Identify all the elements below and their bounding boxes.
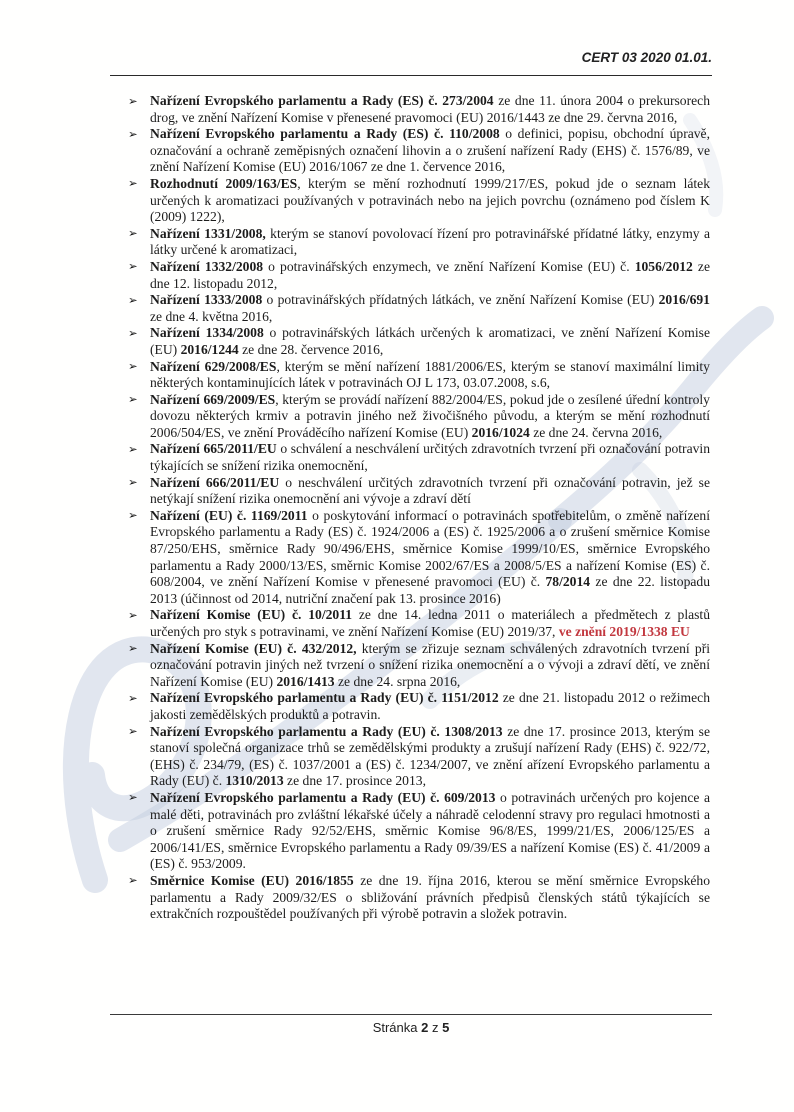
regulation-text: z	[428, 1020, 443, 1035]
arrow-bullet-icon: ➢	[128, 875, 138, 888]
regulation-number: 78/2014	[545, 574, 591, 590]
list-item	[128, 607, 710, 640]
regulation-number: Rozhodnutí 2009/163/ES	[150, 175, 298, 191]
regulation-text: o poskytování informací o potravinách spotřebitelům, o změně nařízení Evropského parlamentu a Rady (ES) č. 1924/2006 a (ES) č. 1925/2006 a o zrušení směrnice Komise 87/250/EHS, směrnice Rady 90/496/EHS, směrnice Komise 1999/10/ES, směrnice Evropského parlamentu a Rady 2000/13/ES, směrnic Komise 2002/67/ES a 2008/5/ES a nařízení Komise (ES) č. 608/2004, ve znění Nařízení Komise v přenesené pravomoci (EU) č.	[150, 507, 710, 590]
arrow-bullet-icon: ➢	[128, 692, 138, 705]
arrow-bullet-icon: ➢	[128, 477, 138, 490]
regulation-text: o potravinách určených pro kojence a malé děti, potravinách pro zvláštní lékařské účely a náhradě celodenní stravy pro regulaci hmotnosti a o zrušení směrnice Rady 92/52/EHS, směrnic Komise 96/8/ES, 1999/21/ES, 2006/125/ES a 2006/141/ES, směrnice Evropského parlamentu a Rady 09/39/ES a nařízení Komise (ES) č. 41/2009 a (ES) č. 953/2009.	[150, 789, 711, 872]
regulation-number: Nařízení Evropského parlamentu a Rady (EU) č. 1151/2012	[150, 690, 499, 706]
arrow-bullet-icon: ➢	[128, 361, 138, 373]
regulation-text: kterým se stanoví povolovací řízení pro potravinářské přídatné látky, enzymy a látky určené k aromatizaci,	[150, 225, 710, 258]
list-item	[128, 93, 710, 126]
document-code-header: CERT 03 2020 01.01.	[581, 50, 712, 65]
page-number-footer	[110, 1020, 712, 1035]
arrow-bullet-icon: ➢	[128, 178, 138, 191]
arrow-bullet-icon: ➢	[128, 327, 138, 340]
regulation-number: Nařízení Evropského parlamentu a Rady (EU) č. 1308/2013	[150, 723, 503, 739]
arrow-bullet-icon: ➢	[128, 95, 138, 108]
regulation-text: ze dne 28. července 2016,	[238, 341, 384, 357]
page-body	[128, 93, 710, 923]
regulation-text: o neschválení určitých zdravotních tvrzení při označování potravin, jež se netýkají snížení rizika onemocnění ani vývoje a zdraví dětí	[150, 474, 710, 507]
arrow-bullet-icon: ➢	[128, 128, 138, 141]
arrow-bullet-icon: ➢	[128, 443, 138, 456]
regulation-text: kterým se zřizuje seznam schválených zdravotních tvrzení při označování potravin jiných než tvrzení o snížení rizika onemocnění a o vývoji a zdraví dětí, ve znění Nařízení Komise (EU)	[150, 640, 710, 689]
regulation-text: o definici, popisu, obchodní úpravě, označování a ochraně zeměpisných označení lihovin a o zrušení nařízení Rady (EHS) č. 1576/89, ve znění Nařízení Komise (EU) 2016/1067 ze dne 1. července 2016,	[150, 126, 710, 175]
regulation-number: Nařízení Evropského parlamentu a Rady (ES) č. 110/2008	[150, 126, 500, 142]
regulation-text: ze dne 24. června 2016,	[529, 424, 663, 440]
regulation-number: Nařízení (EU) č. 1169/2011	[150, 507, 308, 523]
arrow-bullet-icon: ➢	[128, 394, 138, 407]
regulation-text: o potravinářských enzymech, ve znění Nařízení Komise (EU) č.	[263, 258, 635, 274]
list-item	[128, 475, 710, 508]
regulation-number: 2016/1413	[276, 673, 335, 689]
list-item	[128, 873, 710, 923]
regulation-text: ze dne 17. prosince 2013, kterým se stanoví společná organizace trhů se zemědělskými produkty a zrušují nařízení Rady (EHS) č. 922/72, (EHS) č. 234/79, (ES) č. 1037/2001 a (ES) č. 1234/2007, ve znění ařízení Evropského parlamentu a Rady (EU) č.	[150, 723, 710, 789]
arrow-bullet-icon: ➢	[128, 609, 138, 622]
regulation-text: ze dne 19. října 2016, kterou se mění směrnice Evropského parlamentu a Rady 2009/32/ES o sbližování právních předpisů členských států týkajících se extrakčních rozpouštědel používaných při výrobě potravin a složek potravin.	[150, 872, 710, 922]
list-item	[128, 790, 710, 873]
regulation-text: o potravinářských přídatných látkách, ve znění Nařízení Komise (EU)	[262, 292, 659, 308]
regulation-number: 1310/2013	[225, 773, 284, 789]
regulation-number: 2	[421, 1020, 429, 1035]
regulation-number: Nařízení 1334/2008	[150, 325, 264, 341]
regulation-number: 5	[442, 1020, 450, 1035]
arrow-bullet-icon: ➢	[128, 294, 138, 307]
regulation-number: Nařízení Komise (EU) č. 10/2011	[150, 607, 353, 623]
regulation-number: Směrnice Komise (EU) 2016/1855	[150, 872, 354, 888]
regulation-text: ze dne 22. listopadu 2013 (účinnost od 2014, nutriční značení pak 13. prosince 2016)	[150, 574, 710, 606]
arrow-bullet-icon: ➢	[128, 643, 138, 656]
list-item	[128, 724, 710, 790]
list-item	[128, 126, 710, 176]
regulation-number: Nařízení 666/2011/EU	[150, 474, 280, 490]
regulation-number: 2016/691	[658, 292, 710, 308]
regulation-text: ze dne 11. února 2004 o prekursorech drog, ve znění Nařízení Komise v přenesené pravomoci (EU) 2016/1443 ze dne 29. června 2016,	[150, 93, 710, 125]
list-item	[128, 176, 710, 226]
regulation-number: Nařízení 665/2011/EU	[150, 441, 277, 457]
regulation-number: Nařízení Evropského parlamentu a Rady (ES) č. 273/2004	[150, 93, 494, 108]
arrow-bullet-icon: ➢	[128, 510, 138, 523]
list-item	[128, 690, 710, 723]
list-item	[128, 259, 710, 292]
regulation-text: ze dne 24. srpna 2016,	[334, 673, 461, 689]
regulation-text: Stránka	[372, 1020, 422, 1035]
regulation-number: Nařízení 669/2009/ES	[150, 391, 276, 407]
regulation-number: Nařízení Komise (EU) č. 432/2012,	[150, 640, 357, 656]
regulation-list	[128, 93, 710, 923]
regulation-text: ze dne 12. listopadu 2012,	[150, 258, 710, 291]
regulation-text: ze dne 17. prosince 2013,	[283, 773, 426, 789]
regulation-text: ze dne 14. ledna 2011 o materiálech a předmětech z plastů určených pro styk s potravinami, ve znění Nařízení Komise (EU) 2019/37,	[150, 607, 710, 639]
footer-rule	[110, 1014, 712, 1015]
regulation-text: o potravinářských látkách určených k aromatizaci, ve znění Nařízení Komise (EU)	[150, 325, 710, 357]
list-item	[128, 292, 710, 325]
regulation-number: Nařízení 1332/2008	[150, 258, 264, 274]
list-item	[128, 392, 710, 442]
regulation-number: Nařízení 1333/2008	[150, 292, 263, 308]
regulation-text: ze dne 21. listopadu 2012 o režimech jakosti zemědělských produktů a potravin.	[150, 690, 710, 722]
regulation-text: , kterým se mění nařízení 1881/2006/ES, kterým se stanoví maximální limity některých kontaminujících látek v potravinách OJ L 173, 03.07.2008, s.6,	[150, 358, 710, 391]
header-rule	[110, 75, 712, 76]
list-item	[128, 226, 710, 259]
regulation-text: o schválení a neschválení určitých zdravotních tvrzení při označování potravin týkajících se snížení rizika onemocnění,	[150, 441, 710, 474]
list-item	[128, 441, 710, 474]
list-item	[128, 359, 710, 392]
arrow-bullet-icon: ➢	[128, 726, 138, 739]
regulation-number: 2016/1244	[180, 341, 239, 357]
list-item	[128, 325, 710, 358]
regulation-text: ze dne 4. května 2016,	[150, 308, 273, 324]
red-amendment-note: ve znění 2019/1338 EU	[558, 624, 690, 639]
arrow-bullet-icon: ➢	[128, 261, 138, 274]
regulation-text: , kterým se provádí nařízení 882/2004/ES, pokud jde o zesílené úřední kontroly dovozu některých krmiv a potravin jiného než živočišného původu, a kterým se mění rozhodnutí 2006/504/ES, ve znění Prováděcího nařízení Komise (EU)	[150, 391, 710, 440]
arrow-bullet-icon: ➢	[128, 792, 138, 805]
arrow-bullet-icon: ➢	[128, 228, 138, 241]
regulation-text: , kterým se mění rozhodnutí 1999/217/ES, pokud jde o seznam látek určených k aromatizaci používaných v potravinách nebo na jejich povrchu (oznámeno pod číslem K (2009) 1222),	[150, 175, 710, 225]
list-item	[128, 641, 710, 691]
regulation-number: Nařízení Evropského parlamentu a Rady (EU) č. 609/2013	[150, 789, 496, 805]
regulation-number: 1056/2012	[634, 258, 693, 274]
regulation-number: 2016/1024	[471, 424, 530, 440]
list-item	[128, 508, 710, 608]
regulation-number: Nařízení 1331/2008,	[150, 225, 266, 241]
regulation-number: Nařízení 629/2008/ES	[150, 358, 277, 374]
